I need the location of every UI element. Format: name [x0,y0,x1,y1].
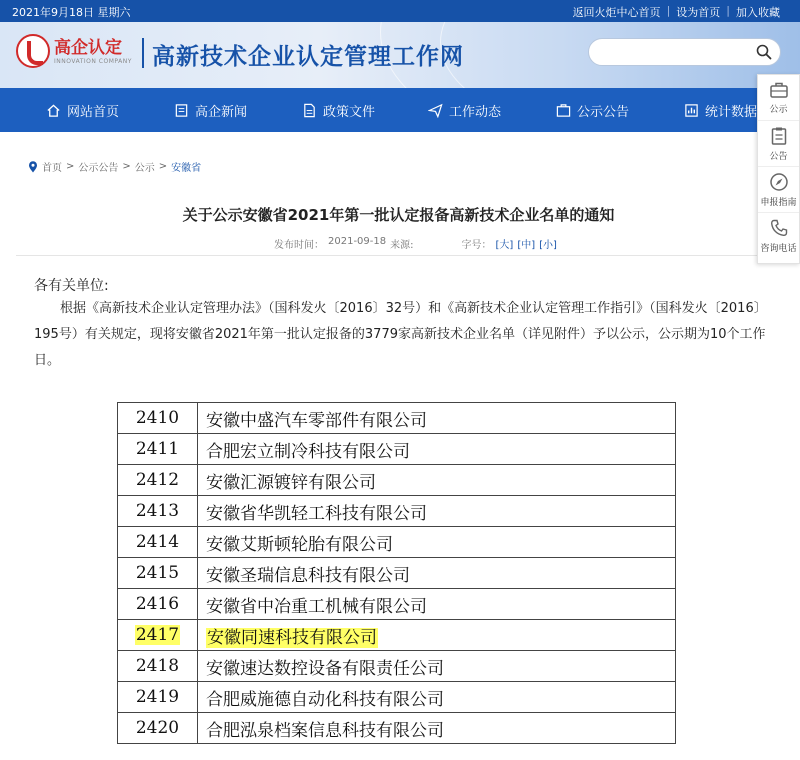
nav-item-statistics[interactable] [684,88,757,132]
company-name-cell [198,558,676,589]
side-item-announcement[interactable] [758,121,799,167]
company-name-cell [198,682,676,713]
font-size-label: 字号： [461,240,492,251]
add-favorite-link[interactable]: 加入收藏 [736,6,780,19]
side-item-publicity[interactable] [758,75,799,121]
nav-item-announcements[interactable] [556,88,629,132]
compass-icon [769,172,789,192]
nav-item-label: 统计数据 [705,104,758,120]
row-number-cell [118,713,198,744]
news-icon [174,103,189,118]
row-number-cell [118,527,198,558]
site-title: 高新技术企业认定管理工作网 [152,44,464,70]
breadcrumb [28,159,201,174]
breadcrumb-current[interactable]: 安徽省 [171,163,202,174]
link-separator: | [726,4,730,17]
row-number: 2418 [135,656,180,676]
row-number: 2416 [135,594,180,614]
nav-item-label: 公示公告 [577,104,630,120]
article-title: 关于公示安徽省2021年第一批认定报备高新技术企业名单的通知 [182,206,615,224]
side-item-hotline[interactable] [758,213,799,259]
nav-item-label: 政策文件 [323,104,376,120]
site-banner [0,22,800,88]
company-name: 安徽圣瑞信息科技有限公司 [206,565,410,586]
company-name: 安徽同速科技有限公司 [207,627,377,648]
company-name-cell [198,403,676,434]
announcement-icon [556,103,571,118]
company-name: 安徽省中冶重工机械有限公司 [206,596,427,617]
published-label: 发布时间： [274,240,324,251]
table-row [118,651,676,682]
row-number: 2410 [135,408,180,428]
search-icon[interactable] [756,44,772,60]
table-row [118,589,676,620]
top-bar [0,0,800,22]
company-name-cell [198,589,676,620]
return-torch-center-link[interactable]: 返回火炬中心首页 [572,6,661,19]
row-number: 2419 [135,687,180,707]
table-row [118,620,676,651]
logo-mark-icon [16,34,50,68]
row-number-cell [118,403,198,434]
company-name: 合肥威施德自动化科技有限公司 [206,689,444,710]
table-row [118,527,676,558]
search-input[interactable] [599,44,749,60]
current-date: 2021年9月18日 星期六 [12,6,131,19]
row-number: 2415 [135,563,180,583]
breadcrumb-announcements[interactable]: 公示公告 [78,163,119,174]
company-name-cell [198,465,676,496]
statistics-icon [684,103,699,118]
briefcase-icon [769,81,789,99]
company-name-cell [198,713,676,744]
company-name: 安徽艾斯顿轮胎有限公司 [206,534,393,555]
company-table [117,402,676,744]
side-toolbar [757,74,800,264]
table-row [118,682,676,713]
row-number-cell [118,465,198,496]
table-row [118,558,676,589]
home-icon [46,103,61,118]
company-name: 安徽速达数控设备有限责任公司 [206,658,444,679]
table-row [118,496,676,527]
company-name: 合肥宏立制冷科技有限公司 [206,441,410,462]
company-name: 合肥泓泉档案信息科技有限公司 [206,720,444,741]
site-logo[interactable] [16,34,132,68]
top-links [573,4,780,20]
nav-item-work-updates[interactable] [428,88,501,132]
location-pin-icon [28,161,38,173]
row-number-cell [118,558,198,589]
breadcrumb-home[interactable]: 首页 [42,163,62,174]
font-size-small[interactable]: [小] [539,240,557,251]
row-number: 2417 [135,625,180,645]
row-number-cell [118,589,198,620]
table-row [118,713,676,744]
row-number: 2414 [135,532,180,552]
breadcrumb-publicity[interactable]: 公示 [134,163,155,174]
table-row [118,465,676,496]
logo-divider [142,38,144,68]
side-item-label: 公告 [769,151,788,162]
row-number-cell [118,620,198,651]
row-number: 2420 [135,718,180,738]
nav-item-news[interactable] [174,88,247,132]
row-number: 2413 [135,501,180,521]
company-name-cell [198,496,676,527]
clipboard-icon [770,126,788,146]
breadcrumb-sep: > [122,161,131,172]
article-meta [274,236,557,251]
published-date: 2021-09-18 [328,236,387,247]
row-number-cell [118,434,198,465]
phone-icon [769,218,789,238]
main-nav [0,88,800,132]
side-item-label: 申报指南 [760,197,797,208]
breadcrumb-sep: > [66,161,75,172]
row-number: 2412 [135,470,180,490]
row-number-cell [118,651,198,682]
nav-item-policy[interactable] [302,88,375,132]
company-name: 安徽中盛汽车零部件有限公司 [206,410,427,431]
set-homepage-link[interactable]: 设为首页 [676,6,721,19]
side-item-label: 咨询电话 [760,244,797,254]
article-body: 根据《高新技术企业认定管理办法》（国科发火〔2016〕32号）和《高新技术企业认定管理工作指引》（国科发火〔2016〕195号）有关规定，现将安徽省2021年第一批认定报备的3779家高新技术企业名单（详见附件）予以公示，公示期为10个工作日。 [34,301,767,368]
nav-item-label: 网站首页 [67,104,120,120]
font-size-medium[interactable]: [中] [517,240,536,251]
company-name-cell [198,527,676,558]
nav-item-label: 工作动态 [449,104,502,120]
salutation: 各有关单位: [34,278,109,294]
company-name: 安徽汇源镀锌有限公司 [206,472,376,493]
company-list-image [0,380,800,760]
search-box [588,38,781,66]
title-divider [16,255,781,256]
nav-item-home[interactable] [46,88,119,132]
source-label: 来源: [390,240,414,251]
side-item-label: 公示 [769,104,788,115]
document-icon [302,103,317,118]
company-name-cell [198,434,676,465]
company-name-cell [198,651,676,682]
row-number-cell [118,682,198,713]
article-panel [16,132,781,378]
logo-text-cn: 高企认定 [54,37,122,58]
nav-item-label: 高企新闻 [195,104,248,120]
row-number: 2411 [135,439,180,459]
link-separator: | [666,4,671,17]
company-name-cell [198,620,676,651]
company-name: 安徽省华凯轻工科技有限公司 [206,503,427,524]
row-number-cell [118,496,198,527]
side-item-guide[interactable] [758,167,799,213]
font-size-large[interactable]: [大] [495,240,514,251]
table-row [118,434,676,465]
breadcrumb-sep: > [158,161,168,172]
send-icon [428,103,443,118]
logo-text-en: INNOVATION COMPANY [54,57,132,65]
table-row [118,403,676,434]
